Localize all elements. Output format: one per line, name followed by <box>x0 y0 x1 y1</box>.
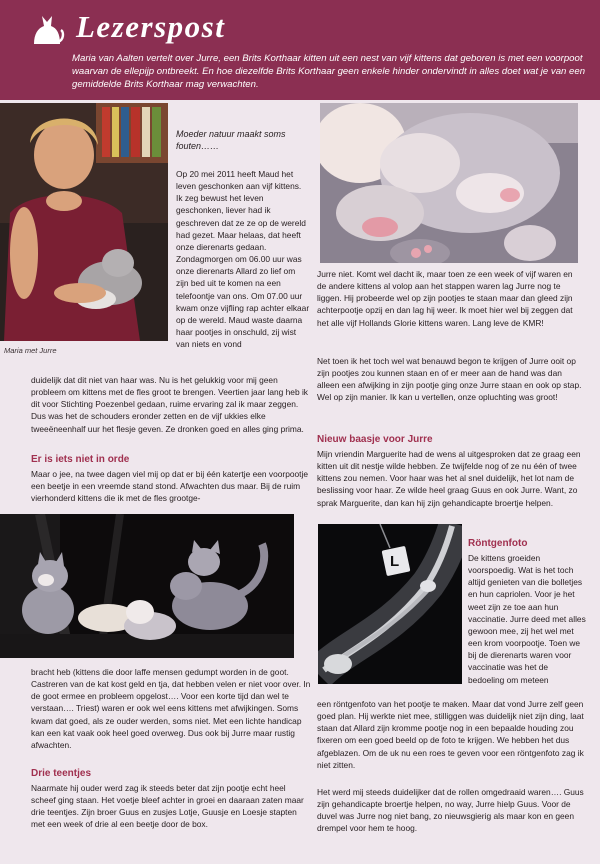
section-heading: Nieuw baasje voor Jurre <box>317 434 433 445</box>
body-paragraph: een röntgenfoto van het pootje te maken. Maar dat vond Jurre zelf geen goed plan. Hij werkte niet mee, stilliggen was duidelijk niet zijn ding, laat staan dat Allard zijn kromme pootje nog in een bepaalde houding zou fixeren om een goed beeld op de foto te krijgen. We hebben het dus afgeblazen. Om de uk nu een roes te geven voor een röntgenfoto zag ik niet zitten. <box>317 699 584 770</box>
intro-text: Maria van Aalten vertelt over Jurre, een Brits Korthaar kitten uit een nest van vijf kittens dat geboren is met een voorpoot waarvan de ellepijp ontbreekt. En hoe diezelfde Brits Korthaar geen enkele hinder ondervindt in alles doet wat je van een gemiddelde Brits Korthaar mag verwachten. <box>72 53 586 90</box>
header-band <box>0 0 600 100</box>
photo-kittens-group <box>0 514 294 658</box>
photo-caption: Maria met Jurre <box>4 346 57 355</box>
body-paragraph: Jurre niet. Komt wel dacht ik, maar toen ze een week of vijf waren en de andere kittens al volop aan het stappen waren lag Jurre nog te liggen. Hij probeerde wel op zijn pootjes te staan maar dan gleed zijn achterpootje opzij en dan lag hij weer. Ik moet hier wel bij zeggen dat het alle vijf Hollands Glorie kittens waren. Lang leve de KMR! <box>317 269 573 328</box>
photo-maria-with-kitten <box>0 103 168 341</box>
photo-xray <box>318 524 462 684</box>
body-paragraph: Op 20 mei 2011 heeft Maud het leven geschonken aan vijf kittens. Ik zeg bewust het leven geschonken, liever had ik geschreven dat ze ze op de wereld had gezet. Maar helaas, dat heeft onze dierenarts gedaan. Zondagmorgen om 06.00 uur was onze dierenarts Allard zo lief om zijn bed uit te komen na een telefoontje van ons. Om 07.00 uur kwam onze vijfling rap achter elkaar op de wereld. Maud waste daarna haar pootjes in onschuld, zij wist van niets en vond <box>176 169 310 350</box>
body-paragraph: Mijn vriendin Marguerite had de wens al uitgesproken dat ze graag een kitten uit dit nestje wilde hebben. Ze twijfelde nog of ze nu één of twee kittens zou nemen. Voor haar was het al snel duidelijk, het lot nam de beslissing voor haar. Ze wilde heel graag Guus en ook Jurre. Want, zo sprak Marguerite, dan kan hij zijn gehandicapte broertje helpen. <box>317 449 581 508</box>
section-heading: Röntgenfoto <box>468 538 528 549</box>
body-paragraph: Net toen ik het toch wel wat benauwd begon te krijgen of Jurre ooit op zijn pootjes zou kunnen staan en of er meer aan de hand was dan alleen een afwijking in zijn pootje ging onze Jurre staan en ook op stap. Wel op zijn manier. Ik kan u vertellen, onze opluchting was groot! <box>317 356 582 403</box>
page-title: Lezerspost <box>76 9 226 44</box>
body-paragraph: Het werd mij steeds duidelijker dat de rollen omgedraaid waren…. Guus zijn gehandicapte broertje helpen, no way, Jurre hielp Guus. Voor de duvel was Jurre nog niet bang, zo nieuwsgierig als maar kon en geen drempel voor hem te hoog. <box>317 787 584 834</box>
xray-marker: L <box>390 553 400 570</box>
lead-text: Moeder natuur maakt soms fouten…… <box>176 129 286 151</box>
page-number: 32 <box>42 29 51 38</box>
section-heading: Er is iets niet in orde <box>31 454 130 465</box>
body-paragraph: Naarmate hij ouder werd zag ik steeds beter dat zijn pootje echt heel scheef ging staan. Het voetje bleef achter in groei en daaraan zaten maar drie teentjes. Zijn broer Guus en zusjes Lotje, Guusje en Loesje stapten met een week of drie al een beetje door de box. <box>31 783 304 830</box>
body-paragraph: duidelijk dat dit niet van haar was. Nu is het gelukkig voor mij geen probleem om kittens met de fles groot te brengen. Veertien jaar lang heb ik dit voor Stichting Poezenbel gedaan, ruime ervaring zal ik maar zeggen. Dus was het de schouders eronder zetten en de vijf ukkies elke tweeëneenhalf uur het flesje geven. Ze dronken goed en alles ging prima. <box>31 375 308 434</box>
body-paragraph: bracht heb (kittens die door laffe mensen gedumpt worden in de goot. Castreren van de kat kost geld en tja, dat hebben velen er niet voor over. In de goot ermee en probleem opgelost…. Voor een korte tijd dan wel te verstaan…. Triest) waren er ook wel eens kittens met afwijkingen. Soms kwam dat goed, als ze ouder werden, soms niet. Met een lichte handicap kan een kat vaak ook heel goed overweg. Dus ook bij Jurre maar rustig afwachten. <box>31 667 311 750</box>
photo-paw-closeup <box>320 103 578 263</box>
body-paragraph: De kittens groeiden voorspoedig. Wat is het toch altijd genieten van die bolletjes en hun capriolen. Voor je het weet zijn ze toe aan hun vaccinatie. Jurre deed met alles gewoon mee, zij het wel met een krom voorpootje. Toen we bij de dierenarts waren voor vaccinatie was het de bedoeling om meteen <box>468 553 586 685</box>
body-paragraph: Maar o jee, na twee dagen viel mij op dat er bij één katertje een voorpootje een beetje in een vreemde stand stond. Afwachten dus maar. Bij de ruim vierhonderd kittens die ik met de fles grootge- <box>31 469 309 504</box>
section-heading: Drie teentjes <box>31 768 92 779</box>
